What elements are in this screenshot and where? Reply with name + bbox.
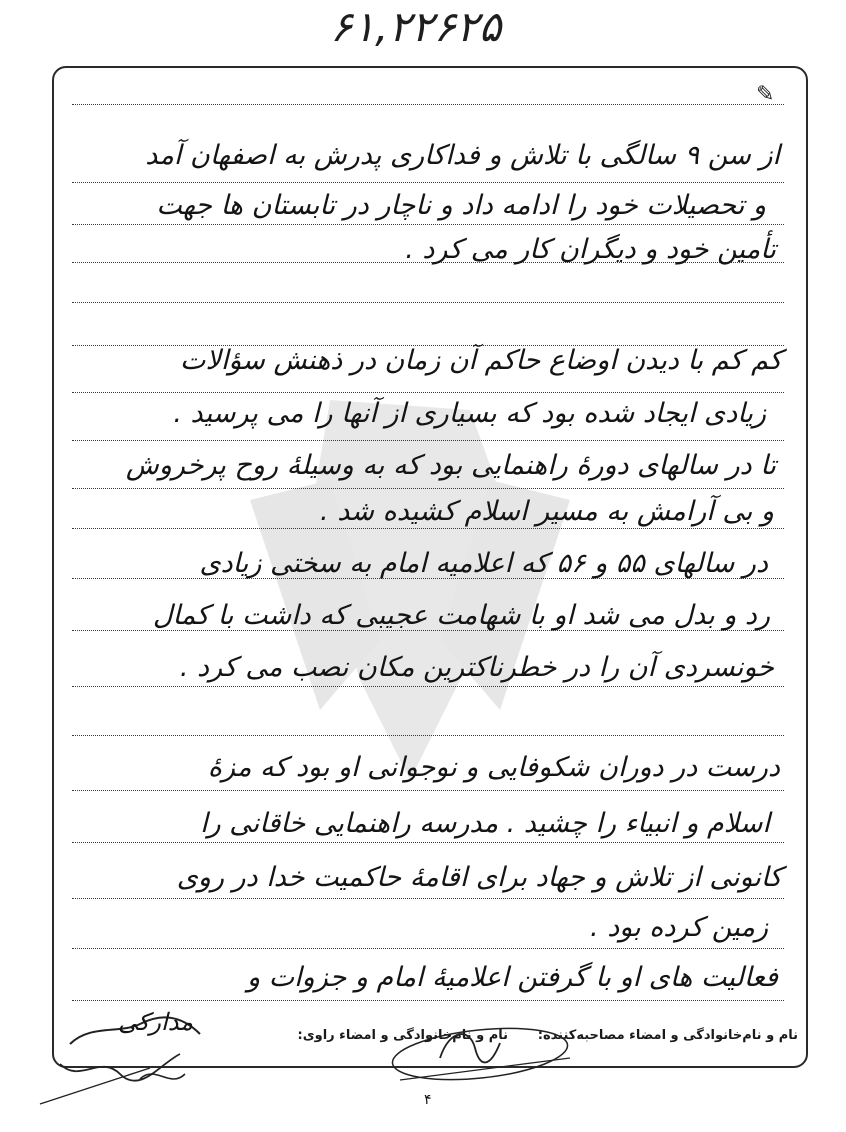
ruled-line xyxy=(72,528,784,529)
handwritten-line: زمین کرده بود . xyxy=(590,912,768,943)
handwritten-line: از سن ۹ سالگی با تلاش و فداکاری پدرش به اصفهان آمد xyxy=(145,140,780,171)
handwritten-line: خونسردی آن را در خطرناکترین مکان نصب می کرد . xyxy=(179,652,774,683)
handwritten-line: زیادی ایجاد شده بود که بسیاری از آنها را می پرسید . xyxy=(173,398,766,429)
watermark-emblem xyxy=(210,380,610,800)
handwritten-line: و بی آرامش به مسیر اسلام کشیده شد . xyxy=(320,496,774,527)
ruled-line xyxy=(72,948,784,949)
ruled-line xyxy=(72,1000,784,1001)
ruled-line xyxy=(72,735,784,736)
ruled-line xyxy=(72,842,784,843)
ruled-line xyxy=(72,686,784,687)
handwritten-line: اسلام و انبیاء را چشید . مدرسه راهنمایی خاقانی را xyxy=(200,808,770,839)
ruled-line xyxy=(72,392,784,393)
page-number: ۴ xyxy=(424,1092,432,1108)
document-number: ۶۱,۲۲۶۲۵ xyxy=(330,2,502,51)
handwritten-line: درست در دوران شکوفایی و نوجوانی او بود که مزهٔ xyxy=(207,752,780,783)
interviewer-signature-label: نام و نام‌خانوادگی و امضاء مصاحبه‌کننده: xyxy=(537,1028,798,1043)
ruled-line xyxy=(72,302,784,303)
handwritten-line: و تحصیلات خود را ادامه داد و ناچار در تابستان ها جهت xyxy=(156,190,766,221)
ruled-line xyxy=(72,440,784,441)
handwritten-line: تأمین خود و دیگران کار می کرد . xyxy=(405,234,776,265)
ruled-line xyxy=(72,488,784,489)
handwritten-line: کم کم با دیدن اوضاع حاکم آن زمان در ذهنش سؤالات xyxy=(180,345,782,376)
ruled-line xyxy=(72,790,784,791)
ruled-line xyxy=(72,224,784,225)
corner-mark: ✎ xyxy=(756,82,775,107)
interviewer-signature xyxy=(380,1018,590,1088)
ruled-line xyxy=(72,182,784,183)
handwritten-line: در سالهای ۵۵ و ۵۶ که اعلامیه امام به سختی زیادی xyxy=(199,548,768,579)
narrator-signature-label: نام و نام‌خانوادگی و امضاء راوی: xyxy=(297,1028,508,1043)
handwritten-line: کانونی از تلاش و جهاد برای اقامهٔ حاکمیت خدا در روی xyxy=(176,862,782,893)
handwritten-line: تا در سالهای دورهٔ راهنمایی بود که به وسیلهٔ روح پرخروش xyxy=(125,450,776,481)
ruled-line xyxy=(72,898,784,899)
ruled-line xyxy=(72,104,784,105)
narrator-signature-text: مدارکی xyxy=(118,1008,194,1036)
handwritten-line: فعالیت های او با گرفتن اعلامیهٔ امام و جزوات و xyxy=(247,962,778,993)
handwritten-line: رد و بدل می شد او با شهامت عجیبی که داشت با کمال xyxy=(152,600,770,631)
